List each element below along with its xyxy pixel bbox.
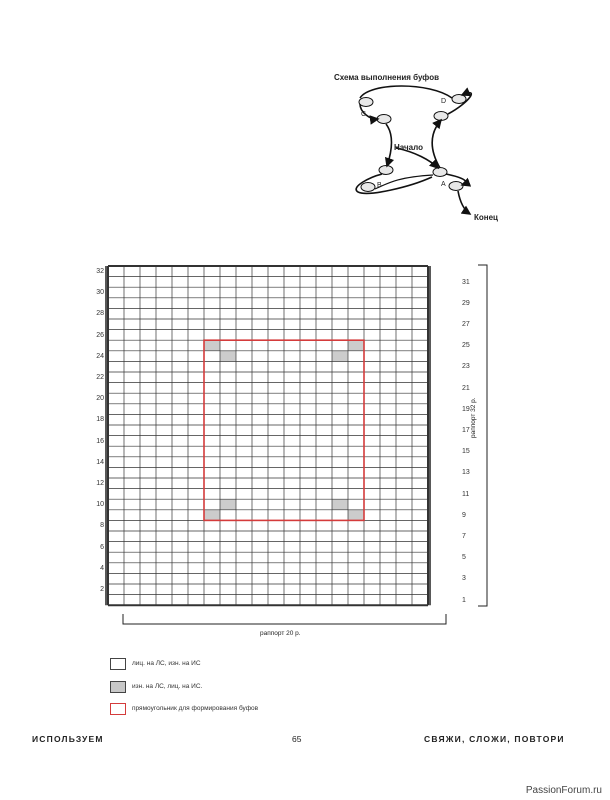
right-row-number: 19 <box>462 405 470 413</box>
oval-b-1 <box>379 166 393 175</box>
legend-swatch-knit <box>110 658 126 670</box>
right-row-number: 11 <box>462 490 470 498</box>
left-row-number: 24 <box>96 352 104 360</box>
right-row-number: 17 <box>462 427 470 434</box>
left-row-number: 18 <box>96 416 104 424</box>
point-label-d: D <box>441 98 447 105</box>
right-row-number: 5 <box>462 554 466 562</box>
left-row-number: 8 <box>100 522 104 530</box>
oval-d-2 <box>434 112 448 121</box>
start-label: Начало <box>394 143 423 152</box>
left-row-number: 2 <box>100 586 104 593</box>
legend-text-rectangle: прямоугольник для формирования буфов <box>132 705 259 712</box>
footer-left: ИСПОЛЬЗУЕМ <box>32 734 104 744</box>
right-row-number: 7 <box>462 533 466 540</box>
right-row-number: 9 <box>462 511 466 519</box>
left-row-number: 30 <box>96 289 104 297</box>
scheme-title: Схема выполнения буфов <box>334 73 440 82</box>
right-row-number: 31 <box>462 278 470 286</box>
left-row-number: 16 <box>96 437 104 445</box>
oval-b-2 <box>361 183 375 192</box>
legend-swatch-rectangle <box>110 703 126 715</box>
point-label-c: C <box>361 111 367 118</box>
purl-cell <box>348 510 364 521</box>
legend-text-purl: изн. на ЛС, лиц. на ИС. <box>132 683 203 690</box>
right-row-number: 23 <box>462 363 470 371</box>
left-row-number: 6 <box>100 543 104 551</box>
oval-c-1 <box>359 98 373 107</box>
legend-text-knit: лиц. на ЛС, изн. на ИС <box>132 660 201 667</box>
oval-d-1 <box>452 95 466 104</box>
purl-cell <box>332 351 348 362</box>
right-row-number: 13 <box>462 469 470 477</box>
point-label-b: B <box>377 182 382 189</box>
oval-a-2 <box>449 182 463 191</box>
purl-cell <box>332 499 348 510</box>
right-row-number: 3 <box>462 575 466 583</box>
left-row-number: 14 <box>96 458 104 466</box>
rows-repeat-bracket <box>478 264 490 608</box>
point-label-a: A <box>441 181 446 188</box>
rows-repeat-label: раппорт 32 р. <box>470 397 477 438</box>
purl-cell <box>220 351 236 362</box>
right-row-number: 21 <box>462 384 470 392</box>
stitches-repeat-label: раппорт 20 р. <box>260 630 301 637</box>
legend-swatch-purl <box>110 681 126 693</box>
smocking-scheme-diagram <box>330 82 500 232</box>
knitting-chart-grid <box>100 260 460 612</box>
purl-cell <box>220 499 236 510</box>
right-row-number: 15 <box>462 448 470 456</box>
page-number: 65 <box>292 734 302 744</box>
right-row-number: 27 <box>462 321 470 328</box>
left-row-number: 10 <box>96 501 104 509</box>
right-row-number: 1 <box>462 596 466 604</box>
watermark: PassionForum.ru <box>525 785 602 796</box>
left-row-number: 26 <box>96 331 104 339</box>
left-row-number: 28 <box>96 310 104 318</box>
oval-c-2 <box>377 115 391 124</box>
left-row-number: 12 <box>96 480 104 487</box>
left-row-number: 32 <box>96 268 104 275</box>
oval-a-1 <box>433 168 447 177</box>
left-row-number: 4 <box>100 564 104 572</box>
left-row-number: 20 <box>96 395 104 403</box>
left-row-number: 22 <box>96 374 104 381</box>
purl-cell <box>348 340 364 351</box>
right-row-number: 29 <box>462 299 470 307</box>
end-label: Конец <box>474 213 498 222</box>
footer-right: СВЯЖИ, СЛОЖИ, ПОВТОРИ <box>424 734 565 744</box>
stitches-repeat-bracket <box>122 614 448 626</box>
right-row-number: 25 <box>462 342 470 350</box>
purl-cell <box>204 340 220 351</box>
purl-cell <box>204 510 220 521</box>
